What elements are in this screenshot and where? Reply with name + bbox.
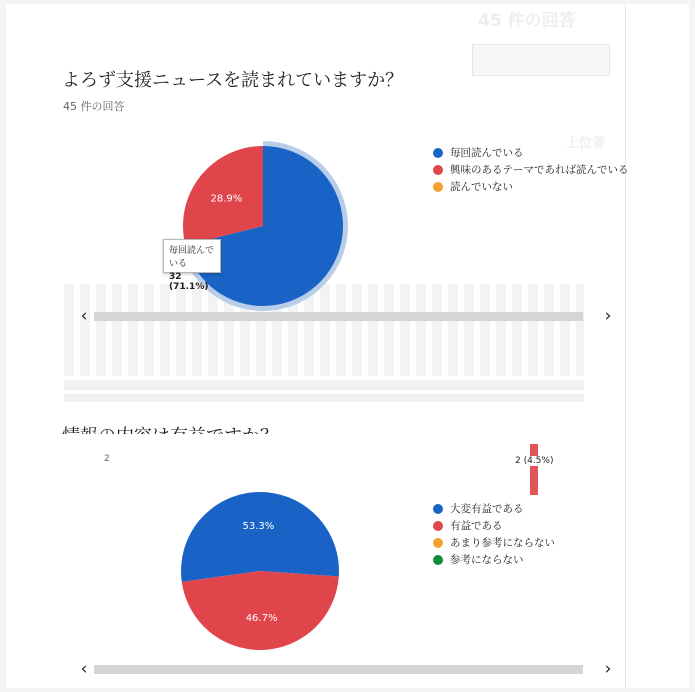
legend-swatch [433, 521, 443, 531]
q1-scrollbar[interactable] [76, 307, 622, 325]
q1-tooltip [163, 239, 221, 292]
q1-legend [433, 144, 629, 195]
legend-label: あまり参考にならない [450, 537, 555, 549]
divider-line [625, 4, 626, 688]
ghost-row [64, 394, 584, 402]
pie-slice[interactable] [181, 492, 339, 582]
scroll-track[interactable] [94, 665, 583, 674]
ghost-row [64, 380, 584, 390]
scroll-right-icon[interactable]: › [604, 659, 612, 679]
legend-item [433, 500, 555, 517]
legend-swatch [433, 555, 443, 565]
q2-title-mask [46, 434, 286, 450]
q1-title: よろず支援ニュースを読まれていますか？ [62, 70, 404, 91]
q2-legend [433, 500, 555, 568]
scroll-track[interactable] [94, 312, 583, 321]
tooltip-value: 32 (71.1%) [169, 272, 209, 292]
pie-slice[interactable] [182, 571, 339, 650]
legend-label: 読んでいない [450, 181, 513, 193]
legend-swatch [433, 165, 443, 175]
legend-item [433, 178, 629, 195]
legend-item [433, 517, 555, 534]
q2-scrollbar[interactable] [76, 660, 622, 678]
ghost-box [472, 44, 610, 76]
legend-swatch [433, 504, 443, 514]
legend-item [433, 551, 555, 568]
legend-swatch [433, 538, 443, 548]
pie-slice-label: 53.3% [242, 521, 275, 533]
axis-tick: 2 [104, 454, 110, 464]
pie-slice-label: 46.7% [245, 612, 278, 624]
ghost-title: 45 件の回答 [478, 11, 576, 31]
page [6, 4, 689, 688]
legend-label: 毎回読んでいる [450, 147, 524, 159]
tooltip-label: 毎回読んでいる [169, 246, 215, 269]
bar-label: 2 (4.5%) [515, 456, 554, 466]
legend-item [433, 144, 629, 161]
scroll-right-icon[interactable]: › [604, 306, 612, 326]
legend-swatch [433, 148, 443, 158]
pie-slice-label: 28.9% [210, 193, 243, 205]
bar-fragment [530, 444, 538, 495]
legend-label: 大変有益である [450, 503, 524, 515]
legend-label: 興味のあるテーマであれば読んでいる [450, 164, 629, 176]
q2-pie-chart [176, 480, 346, 662]
legend-item [433, 534, 555, 551]
legend-swatch [433, 182, 443, 192]
scroll-left-icon[interactable]: ‹ [80, 306, 88, 326]
legend-label: 参考にならない [450, 554, 524, 566]
legend-label: 有益である [450, 520, 503, 532]
ghost-side-label: 上位者 [566, 136, 606, 151]
q1-response-count: 45 件の回答 [63, 100, 125, 113]
legend-item [433, 161, 629, 178]
scroll-left-icon[interactable]: ‹ [80, 659, 88, 679]
